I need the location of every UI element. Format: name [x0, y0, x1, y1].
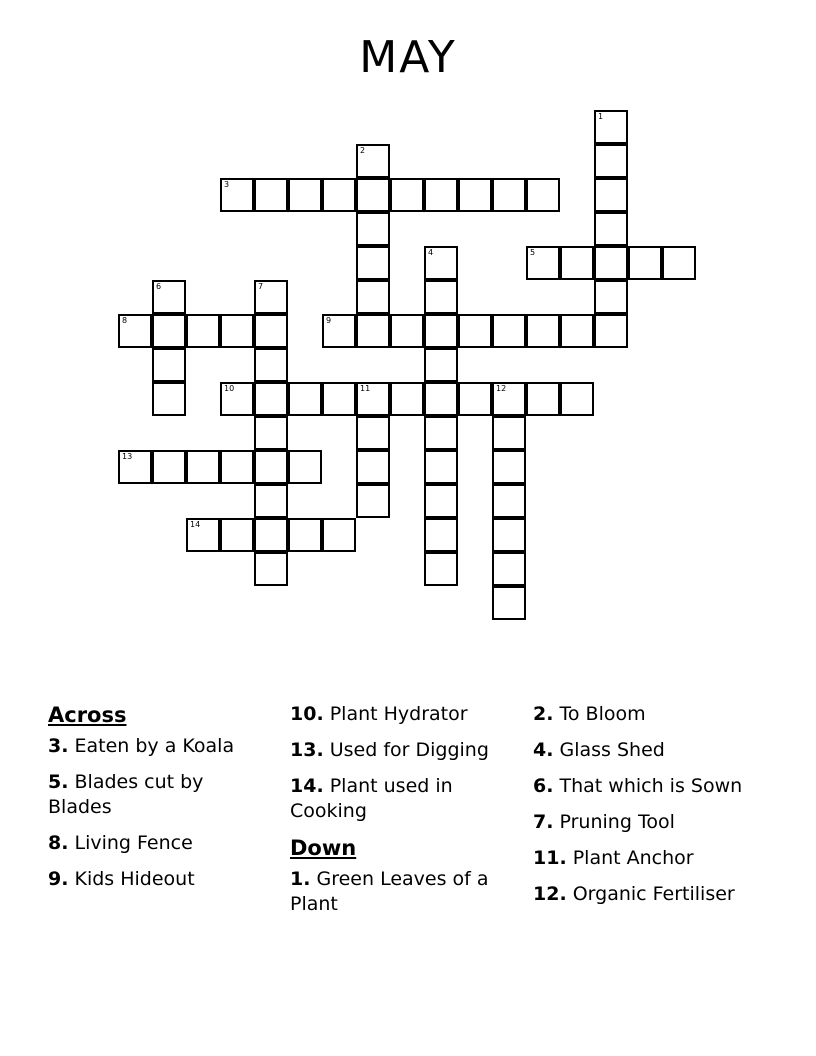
grid-cell[interactable]: [492, 178, 526, 212]
clue-item: [48, 734, 258, 759]
grid-cell[interactable]: [288, 450, 322, 484]
grid-cell[interactable]: [492, 484, 526, 518]
grid-cell[interactable]: [424, 518, 458, 552]
grid-cell[interactable]: [594, 212, 628, 246]
grid-cell[interactable]: [356, 382, 390, 416]
grid-cell[interactable]: [424, 450, 458, 484]
clue-item: [533, 702, 773, 727]
grid-cell[interactable]: [526, 314, 560, 348]
grid-cell[interactable]: [288, 178, 322, 212]
grid-cell[interactable]: [220, 518, 254, 552]
grid-cell[interactable]: [152, 450, 186, 484]
clue-number: 2: [360, 146, 366, 155]
grid-cell[interactable]: [254, 518, 288, 552]
clue-item: [533, 810, 773, 835]
clue-heading-down: Down: [290, 836, 357, 860]
grid-cell[interactable]: [424, 416, 458, 450]
clue-item-number: 10.: [290, 703, 324, 725]
grid-cell[interactable]: [254, 416, 288, 450]
grid-cell[interactable]: [254, 552, 288, 586]
clue-column-3: [533, 702, 773, 918]
clue-item: [290, 867, 515, 917]
clue-item-text: Plant Anchor: [572, 847, 694, 869]
grid-cell[interactable]: [628, 246, 662, 280]
clue-item-text: Plant Hydrator: [329, 703, 468, 725]
grid-cell[interactable]: [220, 178, 254, 212]
grid-cell[interactable]: [594, 178, 628, 212]
clue-item-text: Blades cut by Blades: [48, 771, 204, 818]
clue-item-number: 5.: [48, 771, 69, 793]
grid-cell[interactable]: [492, 586, 526, 620]
clue-item-number: 12.: [533, 883, 567, 905]
grid-cell[interactable]: [492, 518, 526, 552]
grid-cell[interactable]: [594, 110, 628, 144]
clue-item-text: Living Fence: [74, 832, 193, 854]
clue-number: 10: [224, 384, 235, 393]
grid-cell[interactable]: [254, 382, 288, 416]
clue-column-1: [48, 702, 258, 903]
clue-number: 14: [190, 520, 201, 529]
grid-cell[interactable]: [288, 518, 322, 552]
grid-cell[interactable]: [424, 314, 458, 348]
clue-item-number: 9.: [48, 868, 69, 890]
clue-number: 7: [258, 282, 264, 291]
clue-column-2: [290, 702, 515, 928]
clue-item-number: 4.: [533, 739, 554, 761]
grid-cell[interactable]: [152, 348, 186, 382]
clue-item-number: 3.: [48, 735, 69, 757]
grid-cell[interactable]: [288, 382, 322, 416]
grid-cell[interactable]: [356, 450, 390, 484]
grid-cell[interactable]: [594, 144, 628, 178]
grid-cell[interactable]: [220, 382, 254, 416]
grid-cell[interactable]: [356, 416, 390, 450]
grid-cell[interactable]: [424, 280, 458, 314]
grid-cell[interactable]: [492, 552, 526, 586]
clue-number: 4: [428, 248, 434, 257]
grid-cell[interactable]: [254, 314, 288, 348]
grid-cell[interactable]: [492, 314, 526, 348]
clue-number: 5: [530, 248, 536, 257]
grid-cell[interactable]: [322, 382, 356, 416]
clue-item-text: Plant used in Cooking: [290, 775, 453, 822]
clue-item: [48, 770, 258, 820]
grid-cell[interactable]: [594, 280, 628, 314]
grid-cell[interactable]: [254, 280, 288, 314]
clue-item-text: Eaten by a Koala: [74, 735, 235, 757]
clue-item: [533, 846, 773, 871]
grid-cell[interactable]: [390, 314, 424, 348]
grid-cell[interactable]: [356, 178, 390, 212]
clue-item: [290, 702, 515, 727]
clue-item-text: Organic Fertiliser: [572, 883, 735, 905]
grid-cell[interactable]: [118, 450, 152, 484]
grid-cell[interactable]: [424, 246, 458, 280]
clue-item-text: That which is Sown: [559, 775, 743, 797]
grid-cell[interactable]: [356, 144, 390, 178]
clue-item: [48, 867, 258, 892]
grid-cell[interactable]: [458, 382, 492, 416]
clue-item: [533, 738, 773, 763]
clue-number: 12: [496, 384, 507, 393]
grid-cell[interactable]: [390, 178, 424, 212]
grid-cell[interactable]: [220, 450, 254, 484]
grid-cell[interactable]: [356, 280, 390, 314]
grid-cell[interactable]: [322, 518, 356, 552]
grid-cell[interactable]: [424, 348, 458, 382]
clue-number: 11: [360, 384, 371, 393]
clue-heading-across: Across: [48, 703, 127, 727]
clue-item-text: Used for Digging: [329, 739, 489, 761]
clue-item-text: To Bloom: [559, 703, 646, 725]
clue-item-number: 2.: [533, 703, 554, 725]
grid-cell[interactable]: [322, 178, 356, 212]
grid-cell[interactable]: [424, 382, 458, 416]
grid-cell[interactable]: [458, 314, 492, 348]
grid-cell[interactable]: [594, 314, 628, 348]
clue-item: [290, 738, 515, 763]
clue-item: [533, 774, 773, 799]
grid-cell[interactable]: [322, 314, 356, 348]
clue-number: 8: [122, 316, 128, 325]
grid-cell[interactable]: [186, 450, 220, 484]
clue-number: 13: [122, 452, 133, 461]
grid-cell[interactable]: [560, 382, 594, 416]
clue-item-number: 6.: [533, 775, 554, 797]
grid-cell[interactable]: [254, 348, 288, 382]
clue-item-text: Kids Hideout: [74, 868, 195, 890]
grid-cell[interactable]: [526, 178, 560, 212]
grid-cell[interactable]: [594, 246, 628, 280]
clue-item-text: Green Leaves of a Plant: [290, 868, 489, 915]
clue-item-number: 8.: [48, 832, 69, 854]
clue-item: [48, 831, 258, 856]
grid-cell[interactable]: [662, 246, 696, 280]
grid-cell[interactable]: [356, 246, 390, 280]
grid-cell[interactable]: [152, 382, 186, 416]
grid-cell[interactable]: [152, 280, 186, 314]
clue-number: 6: [156, 282, 162, 291]
grid-cell[interactable]: [118, 314, 152, 348]
grid-cell[interactable]: [254, 450, 288, 484]
clue-number: 9: [326, 316, 332, 325]
grid-cell[interactable]: [458, 178, 492, 212]
grid-cell[interactable]: [526, 246, 560, 280]
grid-cell[interactable]: [424, 552, 458, 586]
clue-number: 3: [224, 180, 230, 189]
clue-item-text: Pruning Tool: [559, 811, 675, 833]
clue-item-number: 1.: [290, 868, 311, 890]
grid-cell[interactable]: [254, 178, 288, 212]
grid-cell[interactable]: [356, 314, 390, 348]
clue-item-number: 14.: [290, 775, 324, 797]
grid-cell[interactable]: [356, 212, 390, 246]
grid-cell[interactable]: [424, 178, 458, 212]
clue-item: [533, 882, 773, 907]
grid-cell[interactable]: [560, 314, 594, 348]
grid-cell[interactable]: [492, 416, 526, 450]
clue-item-text: Glass Shed: [559, 739, 665, 761]
grid-cell[interactable]: [356, 484, 390, 518]
puzzle-title: MAY: [359, 32, 457, 83]
clue-item-number: 7.: [533, 811, 554, 833]
grid-cell[interactable]: [492, 382, 526, 416]
grid-cell[interactable]: [560, 246, 594, 280]
grid-cell[interactable]: [492, 450, 526, 484]
clue-item-number: 11.: [533, 847, 567, 869]
grid-cell[interactable]: [186, 518, 220, 552]
clue-item: [290, 774, 515, 824]
grid-cell[interactable]: [254, 484, 288, 518]
clue-item-number: 13.: [290, 739, 324, 761]
grid-cell[interactable]: [390, 382, 424, 416]
clue-number: 1: [598, 112, 604, 121]
grid-cell[interactable]: [424, 484, 458, 518]
grid-cell[interactable]: [186, 314, 220, 348]
grid-cell[interactable]: [220, 314, 254, 348]
grid-cell[interactable]: [526, 382, 560, 416]
grid-cell[interactable]: [152, 314, 186, 348]
